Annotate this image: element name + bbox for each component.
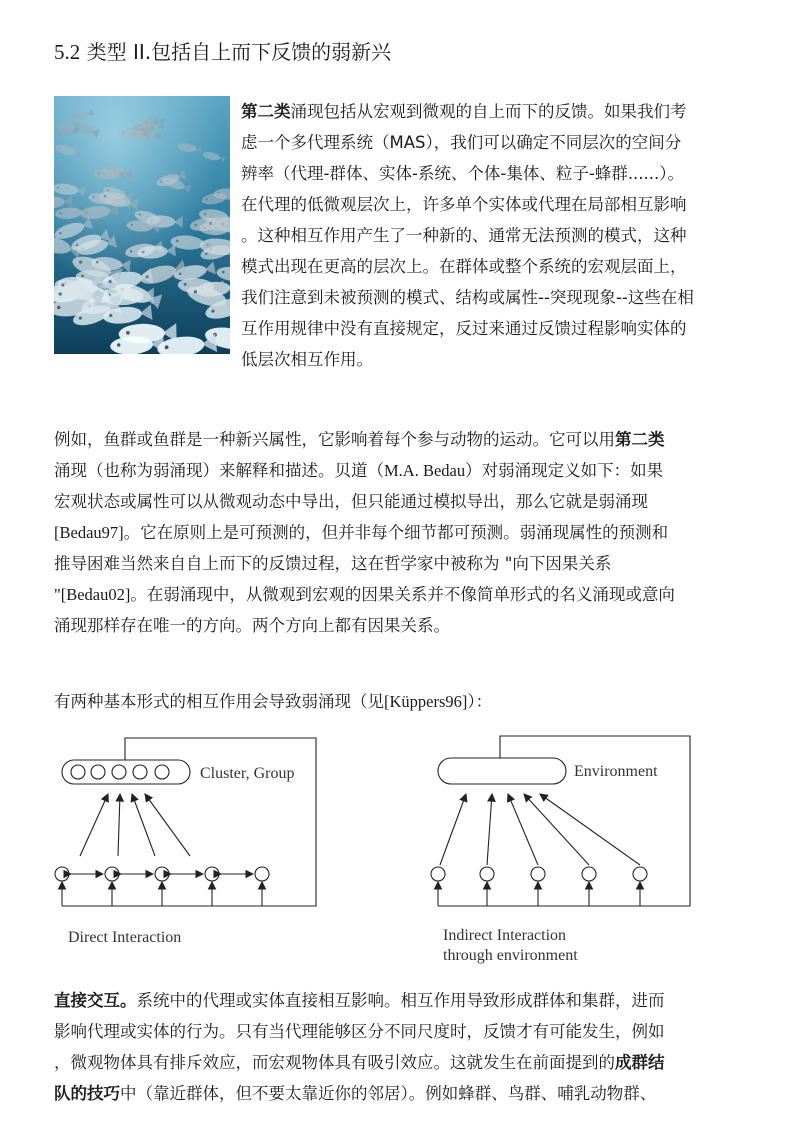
indirect-interaction-caption-line2: through environment: [443, 947, 578, 964]
direct-interaction-paragraph: [54, 985, 742, 1109]
text-line: [54, 610, 742, 641]
text-line: [241, 344, 737, 375]
fish-school-picture: [54, 96, 230, 354]
section-title: 类型 II.包括自上而下反馈的弱新兴: [86, 40, 392, 64]
text-segment: 模式出现在更高的层次上。在群体或整个系统的宏观层面上，: [241, 257, 687, 276]
text-line: [241, 158, 737, 189]
environment-box: [438, 758, 566, 784]
text-line: [54, 1047, 742, 1078]
text-line: [241, 189, 737, 220]
text-segment: 。在弱涌现中，从微观到宏观的因果关系并不像简单形式的名义涌现或意向: [130, 585, 675, 604]
intro-paragraph: [241, 96, 737, 375]
agent-node: [582, 867, 596, 881]
section-heading: [54, 36, 391, 65]
cluster-group-label: Cluster, Group: [200, 765, 295, 782]
text-segment: [Küppers96]: [384, 692, 468, 711]
text-segment: 有两种基本形式的相互作用会导致弱涌现（见: [54, 692, 384, 711]
text-line: [54, 424, 742, 455]
text-line: [241, 96, 737, 127]
bold-term: 第二类: [241, 102, 291, 121]
text-line: [241, 220, 737, 251]
text-line: [241, 251, 737, 282]
text-segment: 推导困难当然来自自上而下的反馈过程，这在哲学家中被称为 "向下因果关系: [54, 554, 612, 573]
agent-node: [55, 867, 69, 881]
text-segment: 辨率（代理-群体、实体-系统、个体-集体、粒子-蜂群......）。: [241, 164, 685, 183]
agent-node: [205, 867, 219, 881]
text-line: [54, 548, 742, 579]
bold-term: 成群结: [615, 1053, 665, 1072]
text-segment: 中（靠近群体，但不要太靠近你的邻居）。例如蜂群、鸟群、哺乳动物群、: [120, 1084, 657, 1103]
section-number: 5.2: [54, 40, 81, 64]
direct-interaction-caption: Direct Interaction: [68, 929, 182, 946]
direct-interaction-diagram: [55, 738, 316, 906]
text-line: [54, 1078, 742, 1109]
agent-node: [633, 867, 647, 881]
example-paragraph: [54, 424, 742, 641]
text-segment: 宏观状态或属性可以从微观动态中导出，但只能通过模拟导出，那么它就是弱涌现: [54, 492, 648, 511]
text-segment: 涌现（也称为弱涌现）来解释和描述。贝道（: [54, 461, 384, 480]
text-segment: ）对弱涌现定义如下：如果: [465, 461, 664, 480]
text-segment: 我们注意到未被预测的模式、结构或属性--突现现象--这些在相: [241, 288, 694, 307]
text-segment: ）：: [467, 692, 493, 711]
bold-term: 第二类: [615, 430, 665, 449]
agent-node: [480, 867, 494, 881]
text-segment: 例如，鱼群或鱼群是一种新兴属性，它影响着每个参与动物的运动。它可以用: [54, 430, 615, 449]
text-line: [54, 1016, 742, 1047]
text-line: [54, 985, 742, 1016]
text-segment: M.A. Bedau: [384, 461, 466, 480]
interaction-diagram: [50, 728, 700, 973]
bold-term: 队的技巧: [54, 1084, 120, 1103]
agent-node: [431, 867, 445, 881]
text-segment: 。它在原则上是可预测的，但并非每个细节都可预测。弱涌现属性的预测和: [123, 523, 669, 542]
environment-label: Environment: [574, 763, 658, 780]
text-line: [54, 686, 742, 717]
text-segment: 影响代理或实体的行为。只有当代理能够区分不同尺度时，反馈才有可能发生，例如: [54, 1022, 665, 1041]
text-segment: ，微观物体具有排斥效应，而宏观物体具有吸引效应。这就发生在前面提到的: [54, 1053, 615, 1072]
text-segment: 在代理的低微观层次上，许多单个实体或代理在局部相互影响: [241, 195, 687, 214]
indirect-interaction-diagram: [431, 736, 690, 906]
text-line: [54, 455, 742, 486]
text-segment: 。这种相互作用产生了一种新的、通常无法预测的模式，这种: [241, 226, 687, 245]
agent-node: [531, 867, 545, 881]
bold-term: 直接交互。: [54, 991, 137, 1010]
text-segment: "[Bedau02]: [54, 585, 131, 604]
text-segment: 虑一个多代理系统（MAS），我们可以确定不同层次的空间分: [241, 133, 682, 152]
text-segment: 互作用规律中没有直接规定，反过来通过反馈过程影响实体的: [241, 319, 687, 338]
text-line: [54, 517, 742, 548]
agent-node: [255, 867, 269, 881]
agent-node: [105, 867, 119, 881]
text-segment: 涌现包括从宏观到微观的自上而下的反馈。如果我们考: [290, 102, 687, 121]
indirect-interaction-caption-line1: Indirect Interaction: [443, 927, 567, 944]
text-line: [241, 127, 737, 158]
agent-node: [155, 867, 169, 881]
text-line: [241, 282, 737, 313]
text-segment: [Bedau97]: [54, 523, 124, 542]
interaction-forms-paragraph: [54, 686, 742, 717]
text-segment: 涌现那样存在唯一的方向。两个方向上都有因果关系。: [54, 616, 450, 635]
text-line: [54, 579, 742, 610]
text-line: [54, 486, 742, 517]
text-segment: 系统中的代理或实体直接相互影响。相互作用导致形成群体和集群，进而: [136, 991, 665, 1010]
text-line: [241, 313, 737, 344]
fish-school-image: [54, 96, 230, 354]
text-segment: 低层次相互作用。: [241, 350, 373, 369]
